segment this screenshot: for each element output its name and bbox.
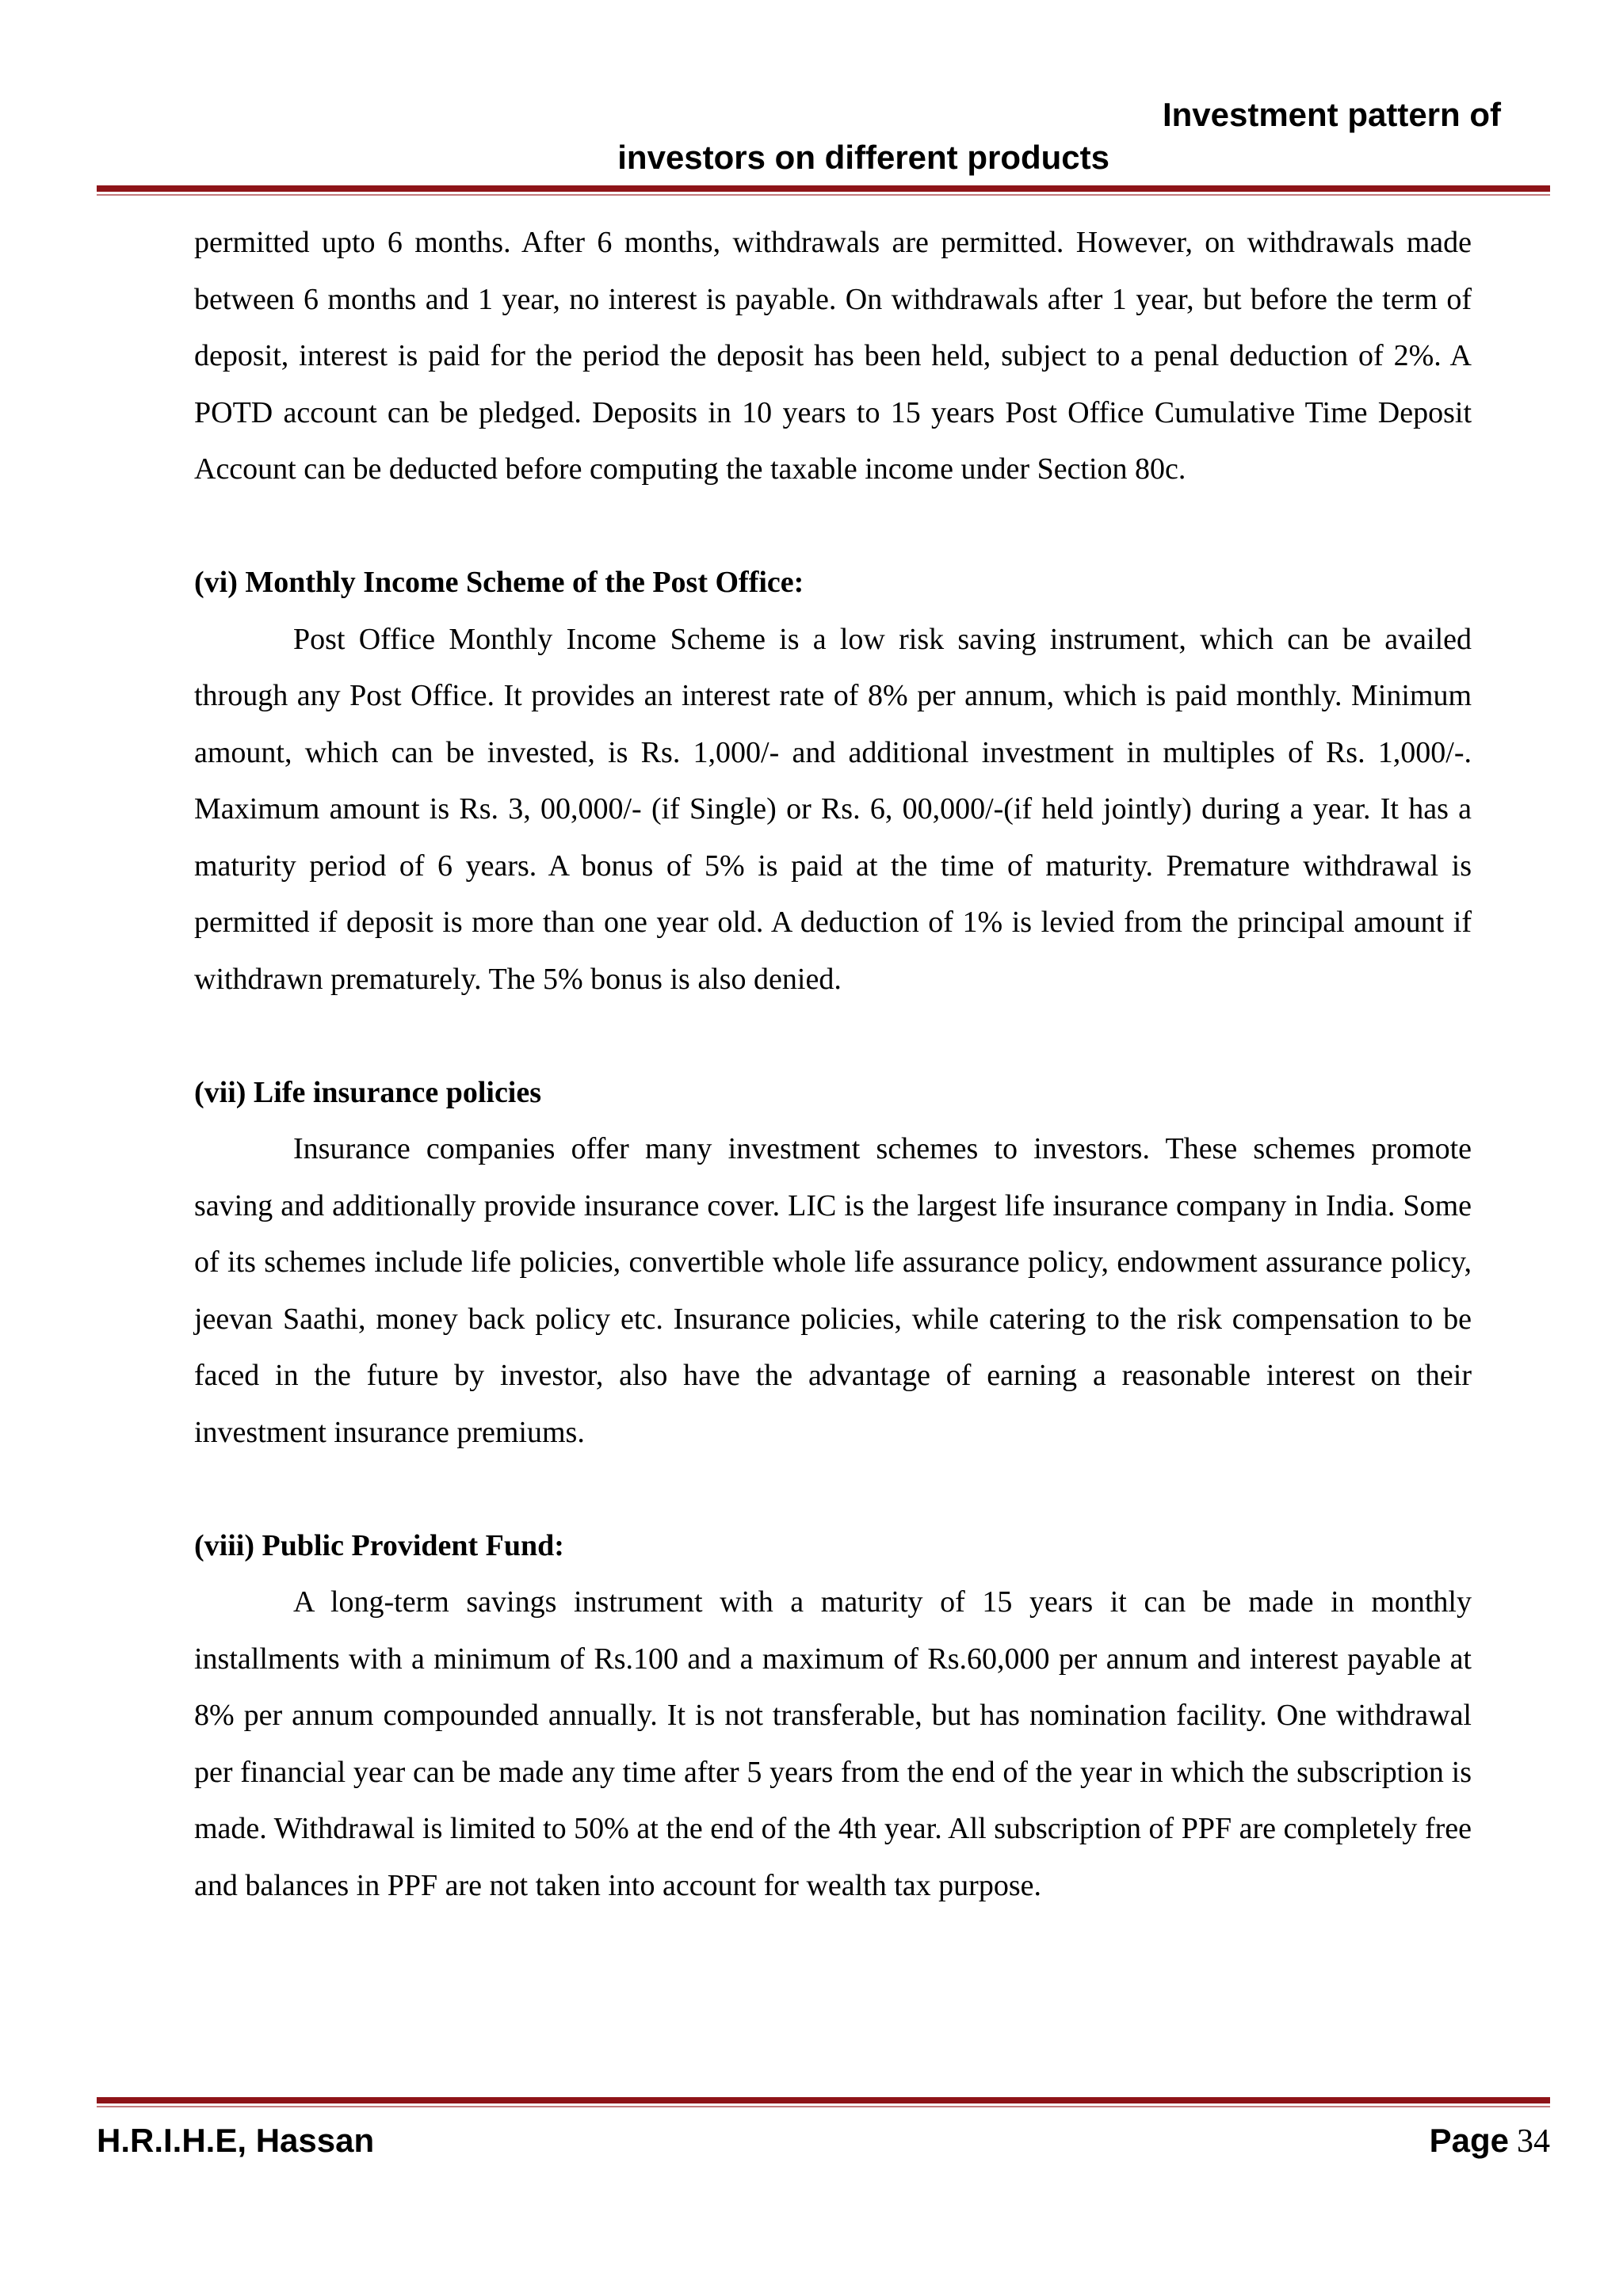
- section-text-monthly-income: Post Office Monthly Income Scheme is a low risk saving instrument, which can be availed through any Post Office. It provides an interest rate of 8% per annum, which is paid monthly. Minimum amount, which can be invested, is Rs. 1,000/- and additional investment in multiples of Rs. 1,000/-. Maximum amount is Rs. 3, 00,000/- (if Single) or Rs. 6, 00,000/-(if held jointly) during a year. It has a maturity period of 6 years. A bonus of 5% is paid at the time of maturity. Premature withdrawal is permitted if deposit is more than one year old. A deduction of 1% is levied from the principal amount if withdrawn prematurely. The 5% bonus is also denied.: [194, 622, 1472, 996]
- page-label: Page: [1429, 2122, 1509, 2159]
- footer-institution: H.R.I.H.E, Hassan: [97, 2122, 375, 2159]
- section-heading-monthly-income: (vi) Monthly Income Scheme of the Post Office:: [194, 566, 804, 599]
- section-heading-life-insurance: (vii) Life insurance policies: [194, 1075, 542, 1109]
- page-number: 34: [1517, 2123, 1550, 2160]
- intro-paragraph: permitted upto 6 months. After 6 months, withdrawals are permitted. However, on withdrawals made between 6 months and 1 year, no interest is payable. On withdrawals after 1 year, but before the term of deposit, interest is paid for the period the deposit has been held, subject to a penal deduction of 2%. A POTD account can be pledged. Deposits in 10 years to 15 years Post Office Cumulative Time Deposit Account can be deducted before computing the taxable income under Section 80c.: [194, 226, 1472, 486]
- footer-rule: [97, 2097, 1550, 2103]
- footer-page: [1430, 2119, 1550, 2170]
- header-title: [0, 93, 1501, 179]
- header-title-line-1: Investment pattern of: [1162, 96, 1501, 133]
- section-heading-ppf: (viii) Public Provident Fund:: [194, 1528, 564, 1562]
- header-rule: [97, 185, 1550, 192]
- header-title-line-2: investors on different products: [617, 139, 1109, 176]
- page-content: [194, 215, 1472, 1914]
- footer-rule-thin: [97, 2106, 1550, 2107]
- section-text-ppf: A long-term savings instrument with a maturity of 15 years it can be made in monthly installments with a minimum of Rs.100 and a maximum of Rs.60,000 per annum and interest payable at 8% per annum compounded annually. It is not transferable, but has nomination facility. One withdrawal per financial year can be made any time after 5 years from the end of the year in which the subscription is made. Withdrawal is limited to 50% at the end of the 4th year. All subscription of PPF are completely free and balances in PPF are not taken into account for wealth tax purpose.: [194, 1585, 1472, 1902]
- header-rule-thin: [97, 194, 1550, 196]
- section-text-life-insurance: Insurance companies offer many investment schemes to investors. These schemes promote saving and additionally provide insurance cover. LIC is the largest life insurance company in India. Some of its schemes include life policies, convertible whole life assurance policy, endowment assurance policy, jeevan Saathi, money back policy etc. Insurance policies, while catering to the risk compensation to be faced in the future by investor, also have the advantage of earning a reasonable interest on their investment insurance premiums.: [194, 1132, 1472, 1449]
